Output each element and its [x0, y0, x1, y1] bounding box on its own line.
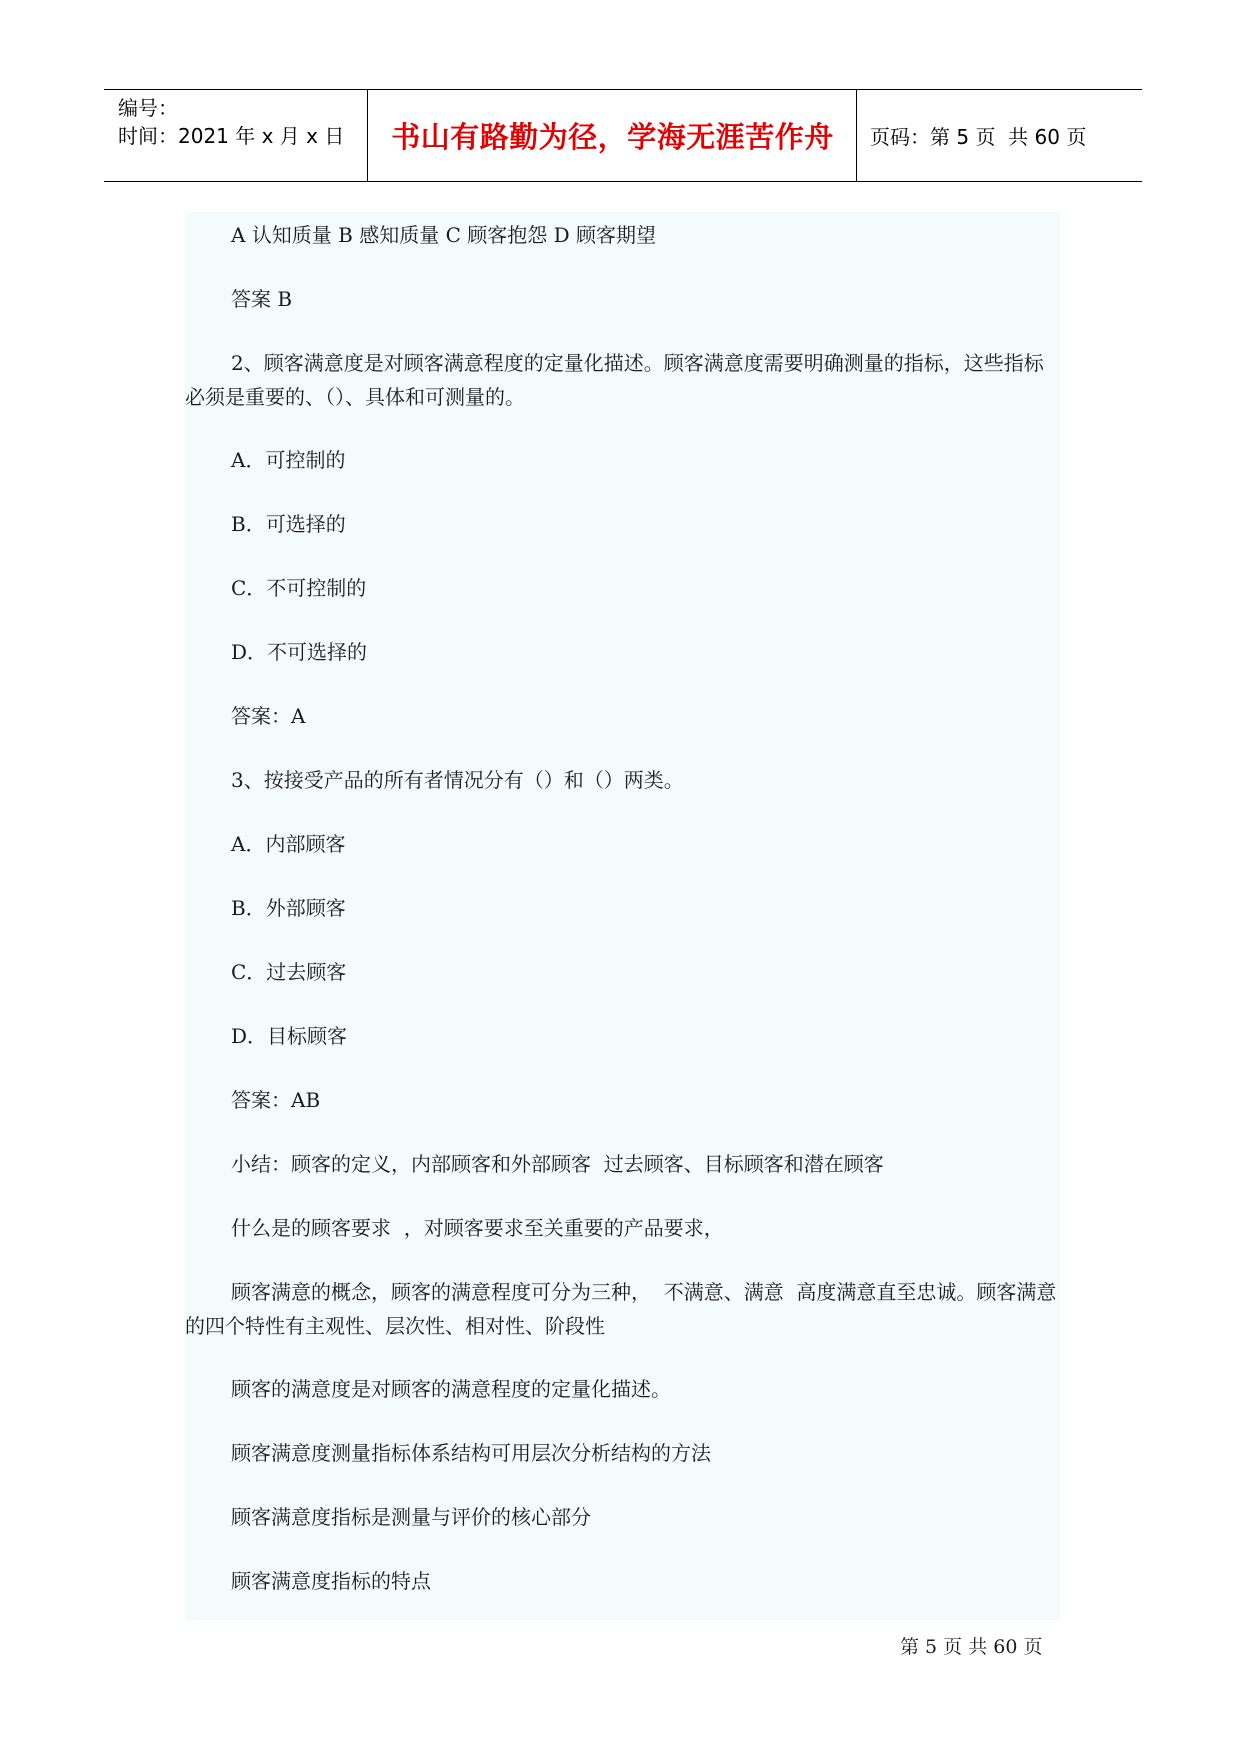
option-b: B．外部顾客 [231, 896, 346, 920]
summary-paragraph: 什么是的顾客要求 ，对顾客要求至关重要的产品要求， [231, 1216, 724, 1240]
option-d: D．目标顾客 [231, 1024, 348, 1048]
header-divider-left [367, 90, 368, 181]
question-options-line: A 认知质量 B 感知质量 C 顾客抱怨 D 顾客期望 [231, 223, 656, 247]
summary-paragraph: 小结：顾客的定义，内部顾客和外部顾客 过去顾客、目标顾客和潜在顾客 [231, 1152, 884, 1176]
answer-line: 答案：AB [231, 1088, 321, 1112]
answer-line: 答案：A [231, 704, 306, 728]
question-3: 3、按接受产品的所有者情况分有（）和（）两类。 [231, 768, 684, 792]
header-page-info: 页码：第 5 页 共 60 页 [870, 124, 1087, 149]
summary-paragraph: 顾客满意的概念，顾客的满意程度可分为三种， 不满意、满意 高度满意直至忠诚。顾客满意的四个特性有主观性、层次性、相对性、阶段性 [185, 1280, 1057, 1338]
option-b: B．可选择的 [231, 512, 346, 536]
answer-line: 答案 B [231, 287, 293, 311]
page-header [104, 89, 1142, 182]
header-motto: 书山有路勤为径，学海无涯苦作舟 [391, 119, 834, 154]
option-d: D．不可选择的 [231, 640, 368, 664]
page-footer: 第 5 页 共 60 页 [900, 1636, 1043, 1658]
summary-paragraph: 顾客满意度指标的特点 [231, 1569, 431, 1593]
question-2: 2、顾客满意度是对顾客满意程度的定量化描述。顾客满意度需要明确测量的指标，这些指标必须是重要的、（）、具体和可测量的。 [185, 351, 1044, 409]
option-a: A．内部顾客 [231, 832, 346, 856]
summary-paragraph: 顾客满意度指标是测量与评价的核心部分 [231, 1505, 591, 1529]
header-divider-right [856, 90, 857, 181]
option-c: C．不可控制的 [231, 576, 367, 600]
header-meta [118, 94, 344, 150]
document-body [185, 212, 1060, 1620]
time-label: 时间：2021 年 x 月 x 日 [118, 124, 345, 148]
summary-paragraph: 顾客的满意度是对顾客的满意程度的定量化描述。 [231, 1377, 671, 1401]
option-c: C．过去顾客 [231, 960, 347, 984]
option-a: A．可控制的 [231, 448, 346, 472]
serial-label: 编号： [118, 96, 178, 120]
summary-paragraph: 顾客满意度测量指标体系结构可用层次分析结构的方法 [231, 1441, 711, 1465]
